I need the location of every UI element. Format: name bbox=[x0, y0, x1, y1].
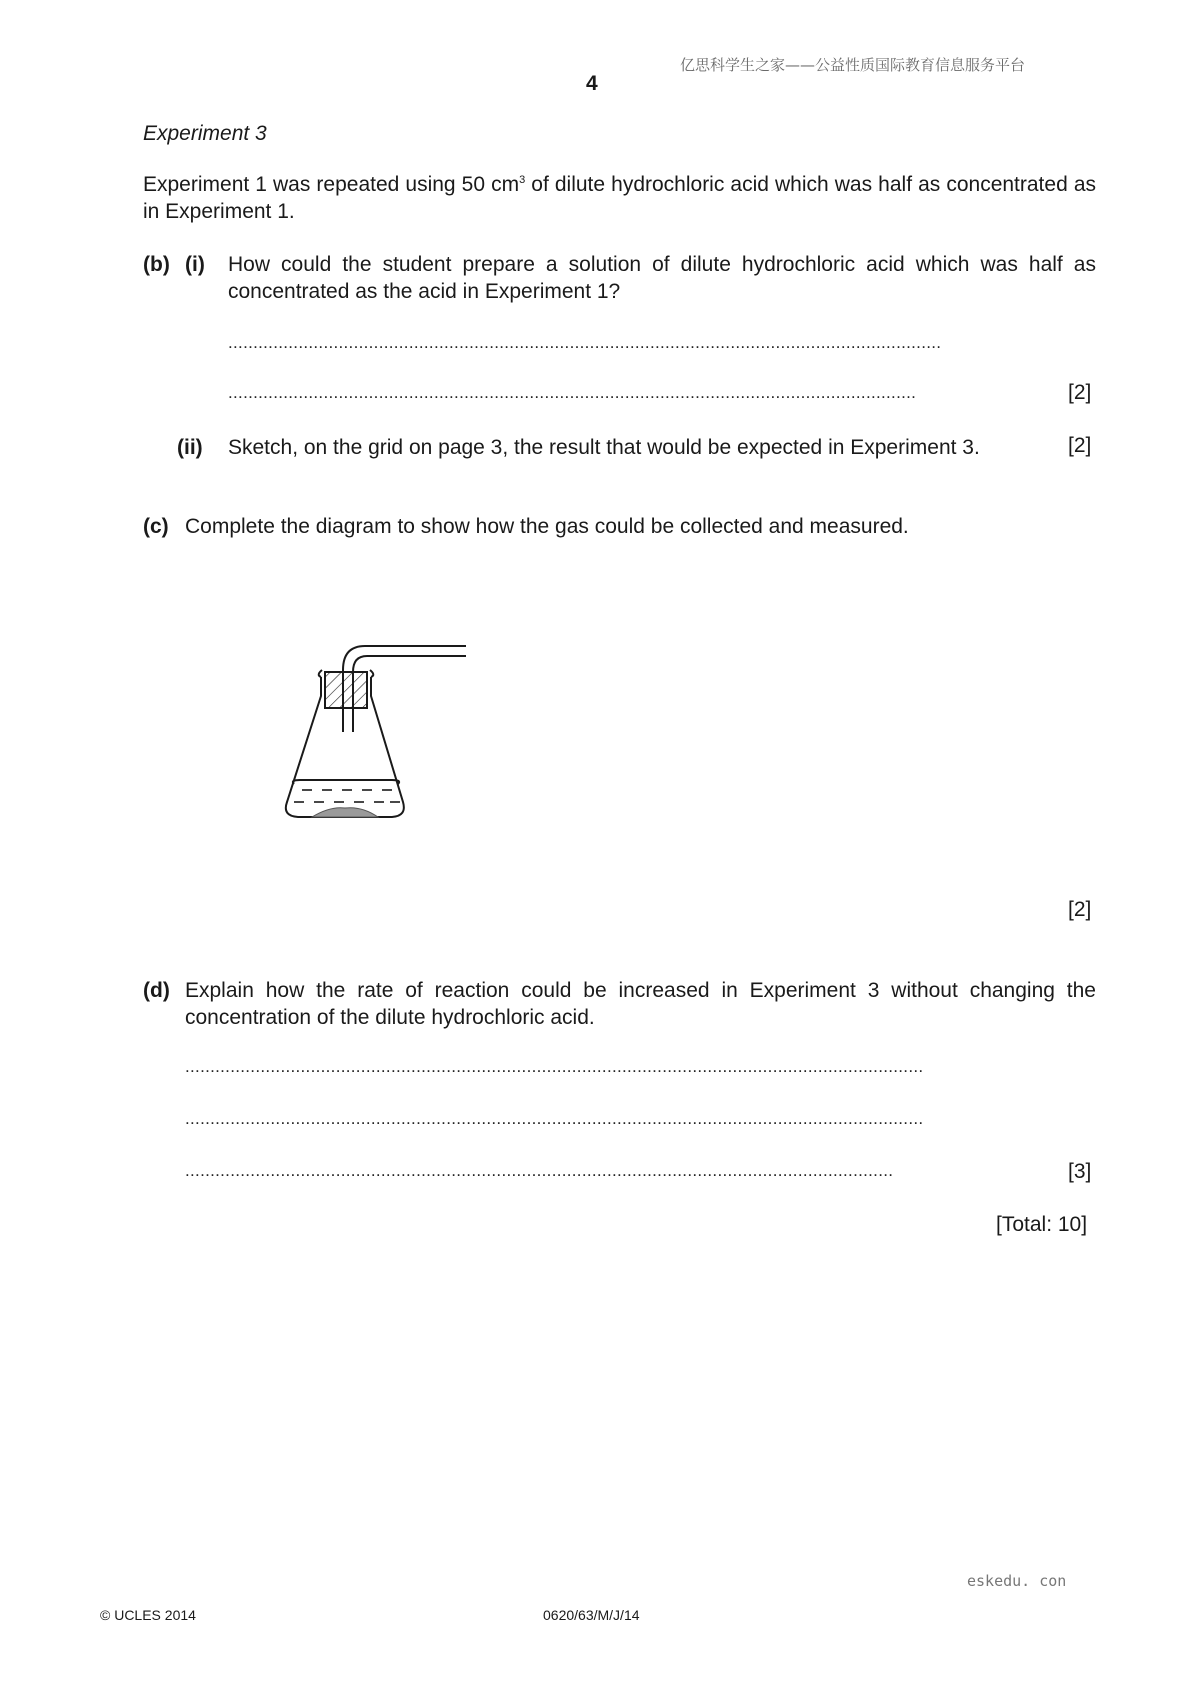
rubber-bung bbox=[325, 672, 367, 708]
experiment-heading: Experiment 3 bbox=[143, 122, 267, 145]
paper-code: 0620/63/M/J/14 bbox=[543, 1607, 640, 1623]
part-c-question: Complete the diagram to show how the gas could be collected and measured. bbox=[185, 515, 909, 538]
solid-reactant bbox=[312, 808, 378, 817]
flask-lip-right bbox=[370, 670, 373, 677]
intro-text: Experiment 1 was repeated using 50 cm bbox=[143, 173, 520, 196]
page-number: 4 bbox=[586, 72, 598, 95]
answer-line[interactable]: ......................................................................................................................................... bbox=[228, 383, 917, 402]
copyright: © UCLES 2014 bbox=[100, 1607, 196, 1623]
part-b-ii-question: Sketch, on the grid on page 3, the result that would be expected in Experiment 3. bbox=[228, 436, 980, 459]
answer-line[interactable]: ................................................................................................................................................... bbox=[185, 1057, 924, 1076]
part-d-question: Explain how the rate of reaction could be increased in Experiment 3 without changing the concentration of the dilute hydrochloric acid. bbox=[185, 979, 1096, 1029]
marks-label: [2] bbox=[1068, 434, 1092, 457]
site-watermark: eskedu. con bbox=[967, 1572, 1067, 1590]
marks-label: [2] bbox=[1068, 381, 1092, 404]
part-d-label: (d) bbox=[143, 979, 170, 1002]
conical-flask-diagram bbox=[270, 630, 480, 850]
total-marks: [Total: 10] bbox=[996, 1213, 1088, 1236]
answer-line[interactable]: ................................................................................................................................................... bbox=[185, 1109, 924, 1128]
part-b-label: (b) bbox=[143, 253, 170, 276]
flask-lip-left bbox=[319, 670, 322, 677]
answer-line[interactable]: ............................................................................................................................................. bbox=[185, 1161, 894, 1180]
part-b-i-label: (i) bbox=[185, 253, 205, 276]
part-c-label: (c) bbox=[143, 515, 169, 538]
liquid-dashes bbox=[294, 790, 400, 802]
liquid-surface bbox=[293, 780, 399, 784]
part-b-i-question: How could the student prepare a solution of dilute hydrochloric acid which was half as concentrated as the acid in Experiment 1? bbox=[228, 253, 1096, 303]
answer-line[interactable]: .............................................................................................................................................. bbox=[228, 333, 942, 352]
experiment-intro bbox=[143, 171, 1096, 225]
watermark-text: 亿思科学生之家——公益性质国际教育信息服务平台 bbox=[680, 56, 1026, 74]
part-b-ii-label: (ii) bbox=[177, 436, 203, 459]
marks-label: [3] bbox=[1068, 1160, 1092, 1183]
intro-text-rest: of dilute hydrochloric acid which was half as concentrated as in Experiment 1. bbox=[143, 173, 1096, 223]
marks-label: [2] bbox=[1068, 898, 1092, 921]
intro-unit-superscript: 3 bbox=[519, 174, 526, 186]
